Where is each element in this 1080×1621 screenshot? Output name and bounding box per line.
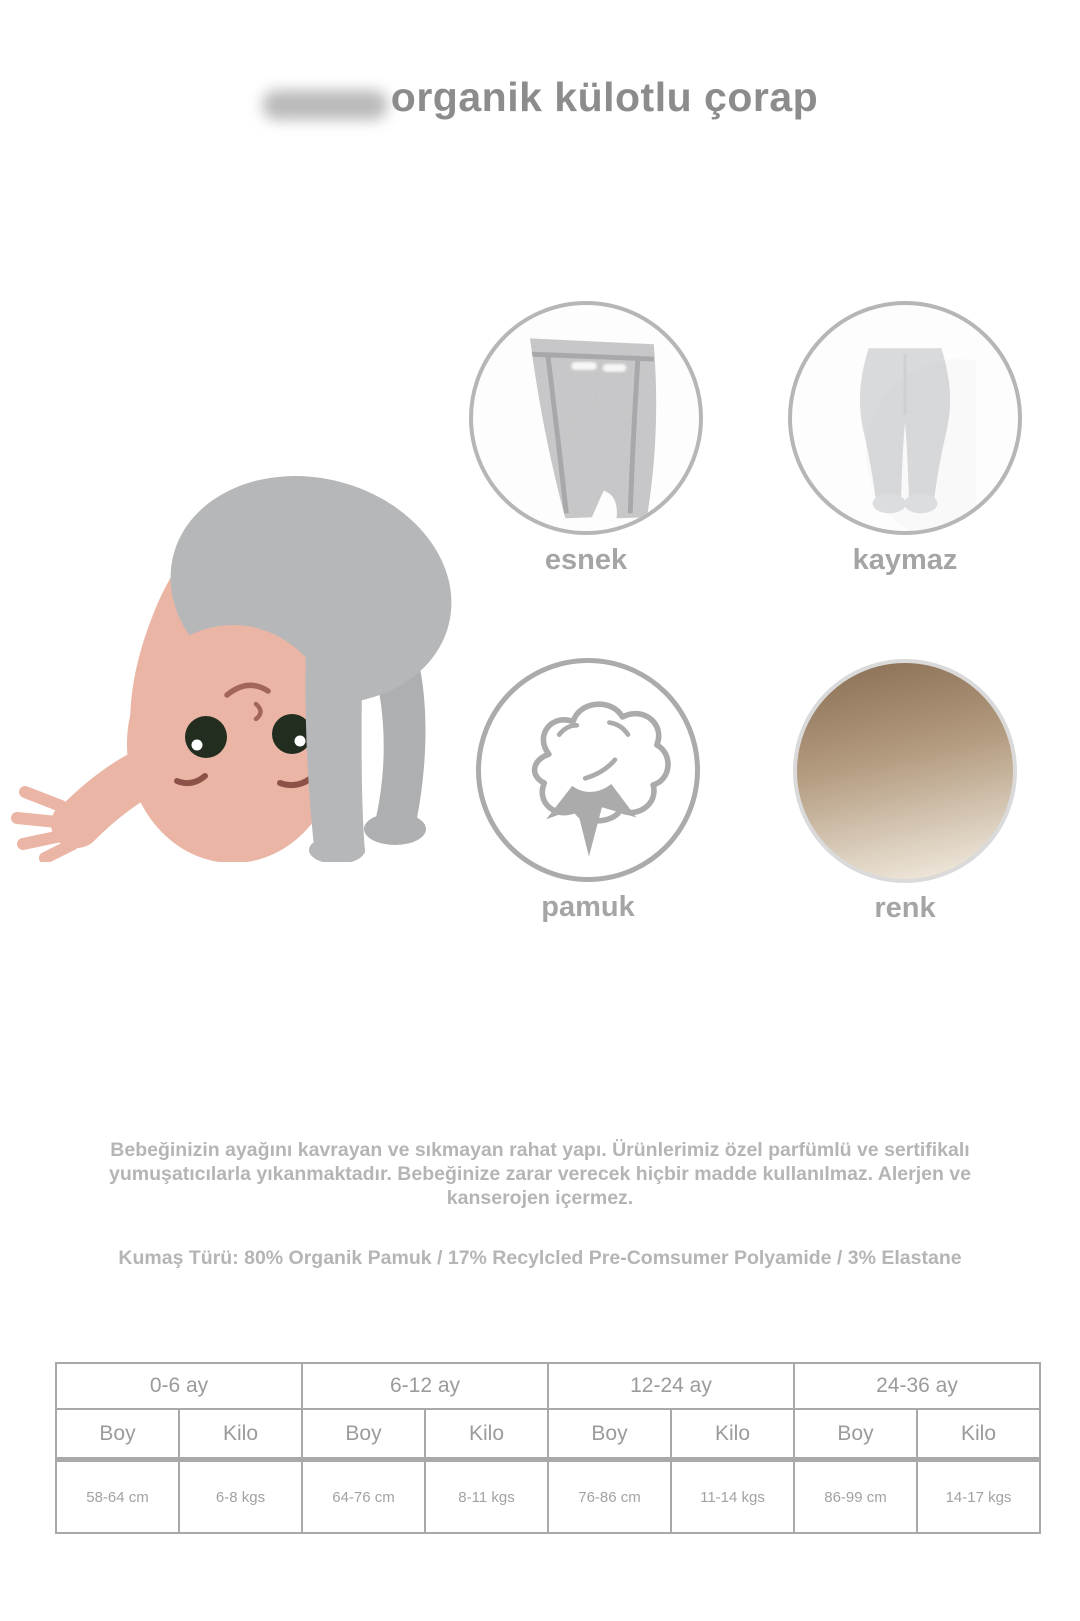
size-table-values-row — [56, 1460, 1040, 1534]
feature-renk — [793, 659, 1017, 925]
feature-label-pamuk: pamuk — [541, 891, 635, 923]
tights-waistband-photo — [469, 301, 703, 535]
kilo-header: Kilo — [179, 1409, 302, 1460]
boy-header: Boy — [794, 1409, 917, 1460]
kilo-value: 8-11 kgs — [425, 1460, 548, 1534]
feature-esnek — [469, 301, 703, 577]
feature-label-renk: renk — [874, 892, 936, 924]
age-group-12-24: 12-24 ay — [548, 1363, 794, 1409]
boy-value: 58-64 cm — [56, 1460, 179, 1534]
tights-legs-photo — [788, 301, 1022, 535]
page-title-text: organik külotlu çorap — [390, 74, 819, 120]
feature-label-esnek: esnek — [544, 544, 628, 576]
cotton-icon — [481, 663, 695, 877]
kilo-value: 6-8 kgs — [179, 1460, 302, 1534]
kilo-header: Kilo — [671, 1409, 794, 1460]
page-title — [0, 74, 1080, 121]
kilo-value: 11-14 kgs — [671, 1460, 794, 1534]
feature-label-kaymaz: kaymaz — [852, 544, 958, 576]
boy-header: Boy — [548, 1409, 671, 1460]
size-table-age-row — [56, 1363, 1040, 1409]
boy-header: Boy — [302, 1409, 425, 1460]
age-group-6-12: 6-12 ay — [302, 1363, 548, 1409]
color-swatch — [793, 659, 1017, 883]
boy-value: 86-99 cm — [794, 1460, 917, 1534]
age-group-24-36: 24-36 ay — [794, 1363, 1040, 1409]
kilo-header: Kilo — [917, 1409, 1040, 1460]
feature-kaymaz — [788, 301, 1022, 577]
boy-header: Boy — [56, 1409, 179, 1460]
fabric-composition: Kumaş Türü: 80% Organik Pamuk / 17% Recylcled Pre-Comsumer Polyamide / 3% Elastane — [118, 1247, 962, 1269]
boy-value: 64-76 cm — [302, 1460, 425, 1534]
product-description: Bebeğinizin ayağını kavrayan ve sıkmayan rahat yapı. Ürünlerimiz özel parfümlü ve sertifikalı yumuşatıcılarla yıkanmaktadır. Bebeğinize zarar verecek hiçbir madde kullanılmaz. Alerjen ve kanserojen içermez. — [109, 1139, 971, 1209]
cotton-icon-circle — [476, 658, 700, 882]
kilo-value: 14-17 kgs — [917, 1460, 1040, 1534]
blurred-brand-logo — [262, 90, 388, 120]
age-group-0-6: 0-6 ay — [56, 1363, 302, 1409]
kilo-header: Kilo — [425, 1409, 548, 1460]
baby-illustration — [8, 432, 460, 862]
fabric-photo-icon — [473, 305, 699, 531]
size-table — [55, 1362, 1041, 1534]
tights-photo-icon — [792, 305, 1018, 531]
size-table-subheader-row — [56, 1409, 1040, 1460]
boy-value: 76-86 cm — [548, 1460, 671, 1534]
feature-pamuk — [476, 658, 700, 924]
